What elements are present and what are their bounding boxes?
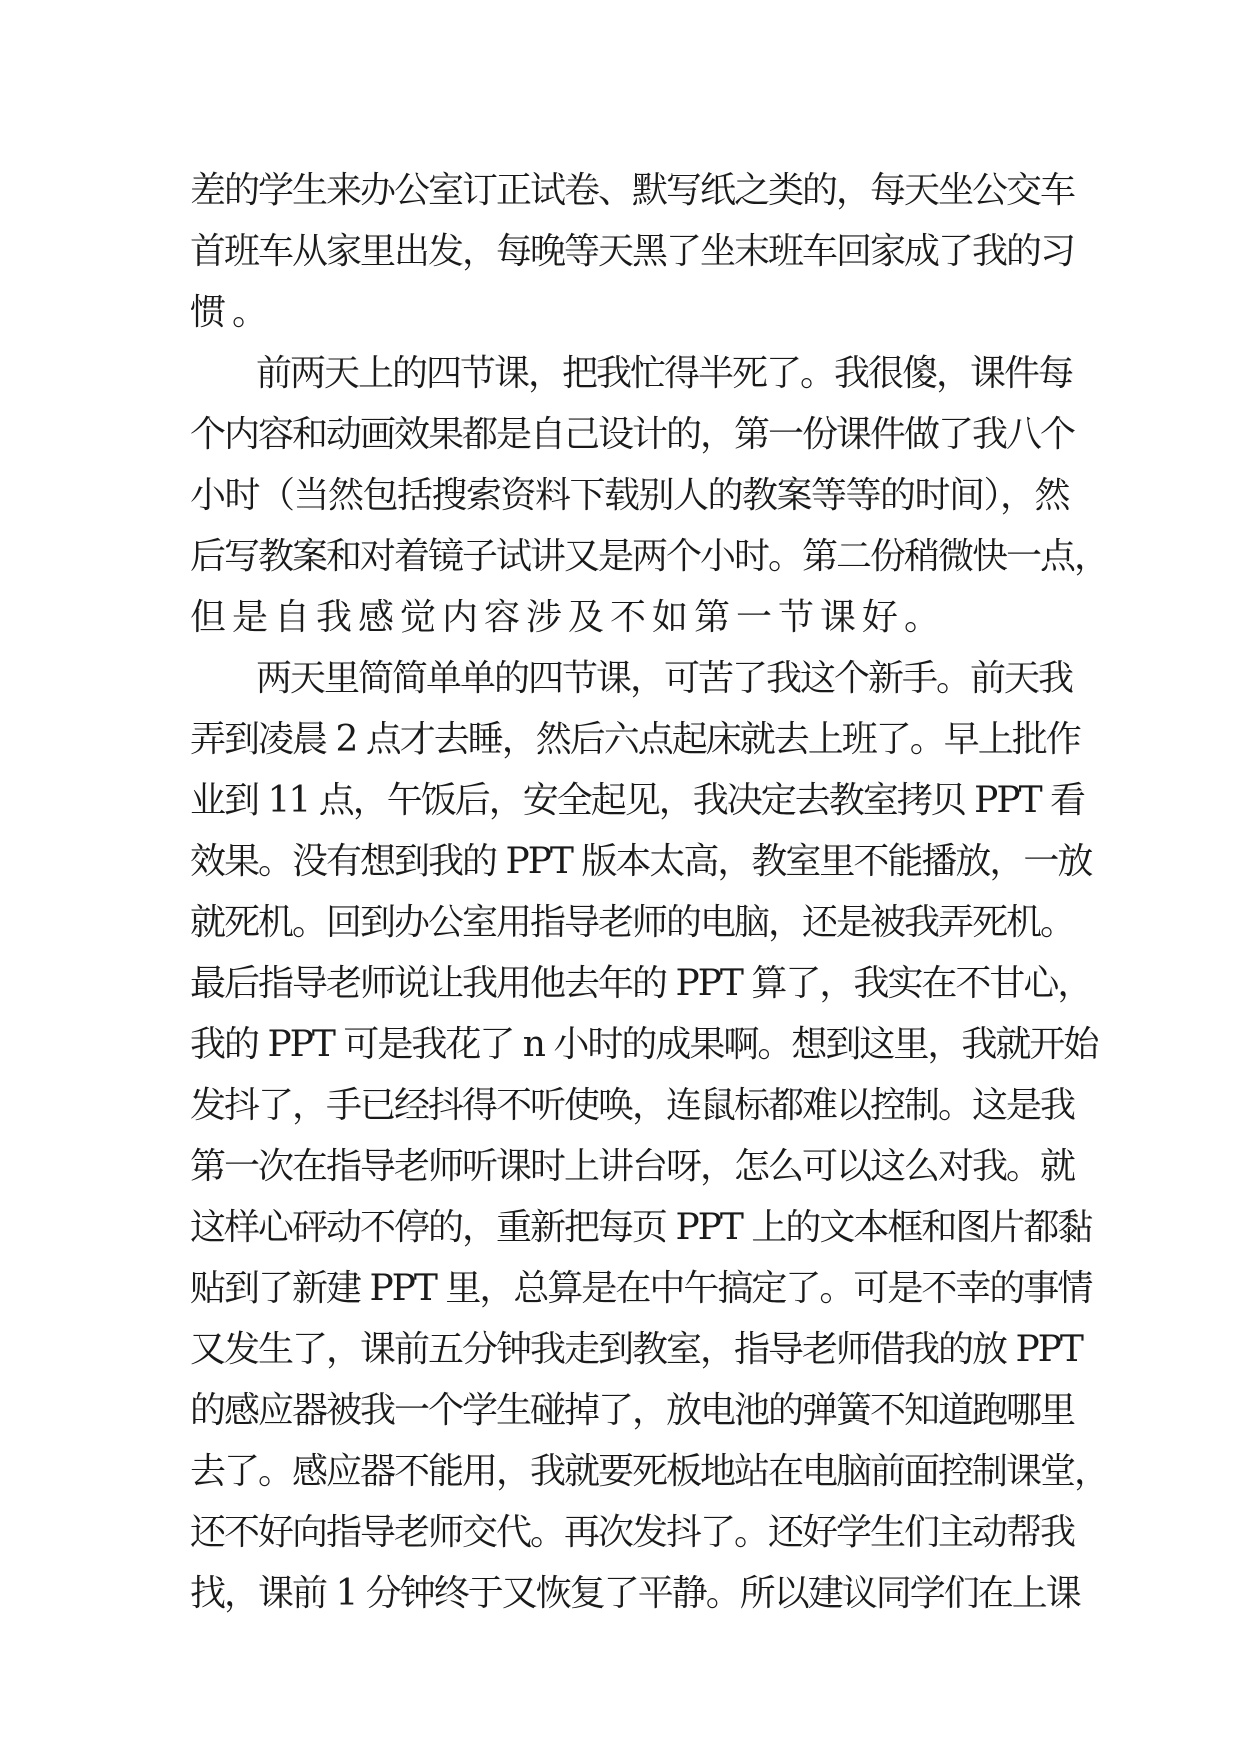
text-line: 最后指导老师说让我用他去年的 PPT 算了，我实在不甘心， (190, 963, 1092, 1004)
text-line: 就死机。回到办公室用指导老师的电脑，还是被我弄死机。 (190, 902, 1075, 943)
text-line: 个内容和动画效果都是自己设计的，第一份课件做了我八个 (190, 414, 1075, 455)
paragraph-first-line: 前两天上的四节课，把我忙得半死了。我很傻，课件每 (256, 353, 1073, 394)
text-line: 差的学生来办公室订正试卷、默写纸之类的，每天坐公交车 (190, 170, 1075, 211)
text-line: 业到 11 点，午饭后，安全起见，我决定去教室拷贝 PPT 看 (190, 780, 1085, 821)
text-line: 的感应器被我一个学生碰掉了，放电池的弹簧不知道跑哪里 (190, 1390, 1075, 1431)
text-line: 但是自我感觉内容涉及不如第一节课好。 (190, 597, 947, 638)
text-line: 第一次在指导老师听课时上讲台呀，怎么可以这么对我。就 (190, 1146, 1075, 1187)
text-line: 惯。 (190, 292, 275, 333)
text-line: 这样心砰动不停的，重新把每页 PPT 上的文本框和图片都黏 (190, 1207, 1092, 1248)
text-line: 找，课前 1 分钟终于又恢复了平静。所以建议同学们在上课 (190, 1573, 1080, 1614)
text-line: 小时（当然包括搜索资料下载别人的教案等等的时间），然 (190, 475, 1070, 516)
text-line: 首班车从家里出发，每晚等天黑了坐末班车回家成了我的习 (190, 231, 1075, 272)
text-line: 还不好向指导老师交代。再次发抖了。还好学生们主动帮我 (190, 1512, 1075, 1553)
text-line: 弄到凌晨 2 点才去睡，然后六点起床就去上班了。早上批作 (190, 719, 1080, 760)
body-text (190, 160, 1109, 1624)
text-line: 又发生了，课前五分钟我走到教室，指导老师借我的放 PPT (190, 1329, 1082, 1370)
text-line: 贴到了新建 PPT 里，总算是在中午搞定了。可是不幸的事情 (190, 1268, 1092, 1309)
text-line: 效果。没有想到我的 PPT 版本太高，教室里不能播放，一放 (190, 841, 1092, 882)
text-line: 我的 PPT 可是我花了 n 小时的成果啊。想到这里，我就开始 (190, 1024, 1098, 1065)
text-line: 后写教案和对着镜子试讲又是两个小时。第二份稍微快一点， (190, 536, 1109, 577)
paragraph-first-line: 两天里简简单单的四节课，可苦了我这个新手。前天我 (256, 658, 1073, 699)
text-line: 发抖了，手已经抖得不听使唤，连鼠标都难以控制。这是我 (190, 1085, 1075, 1126)
text-line: 去了。感应器不能用，我就要死板地站在电脑前面控制课堂， (190, 1451, 1109, 1492)
